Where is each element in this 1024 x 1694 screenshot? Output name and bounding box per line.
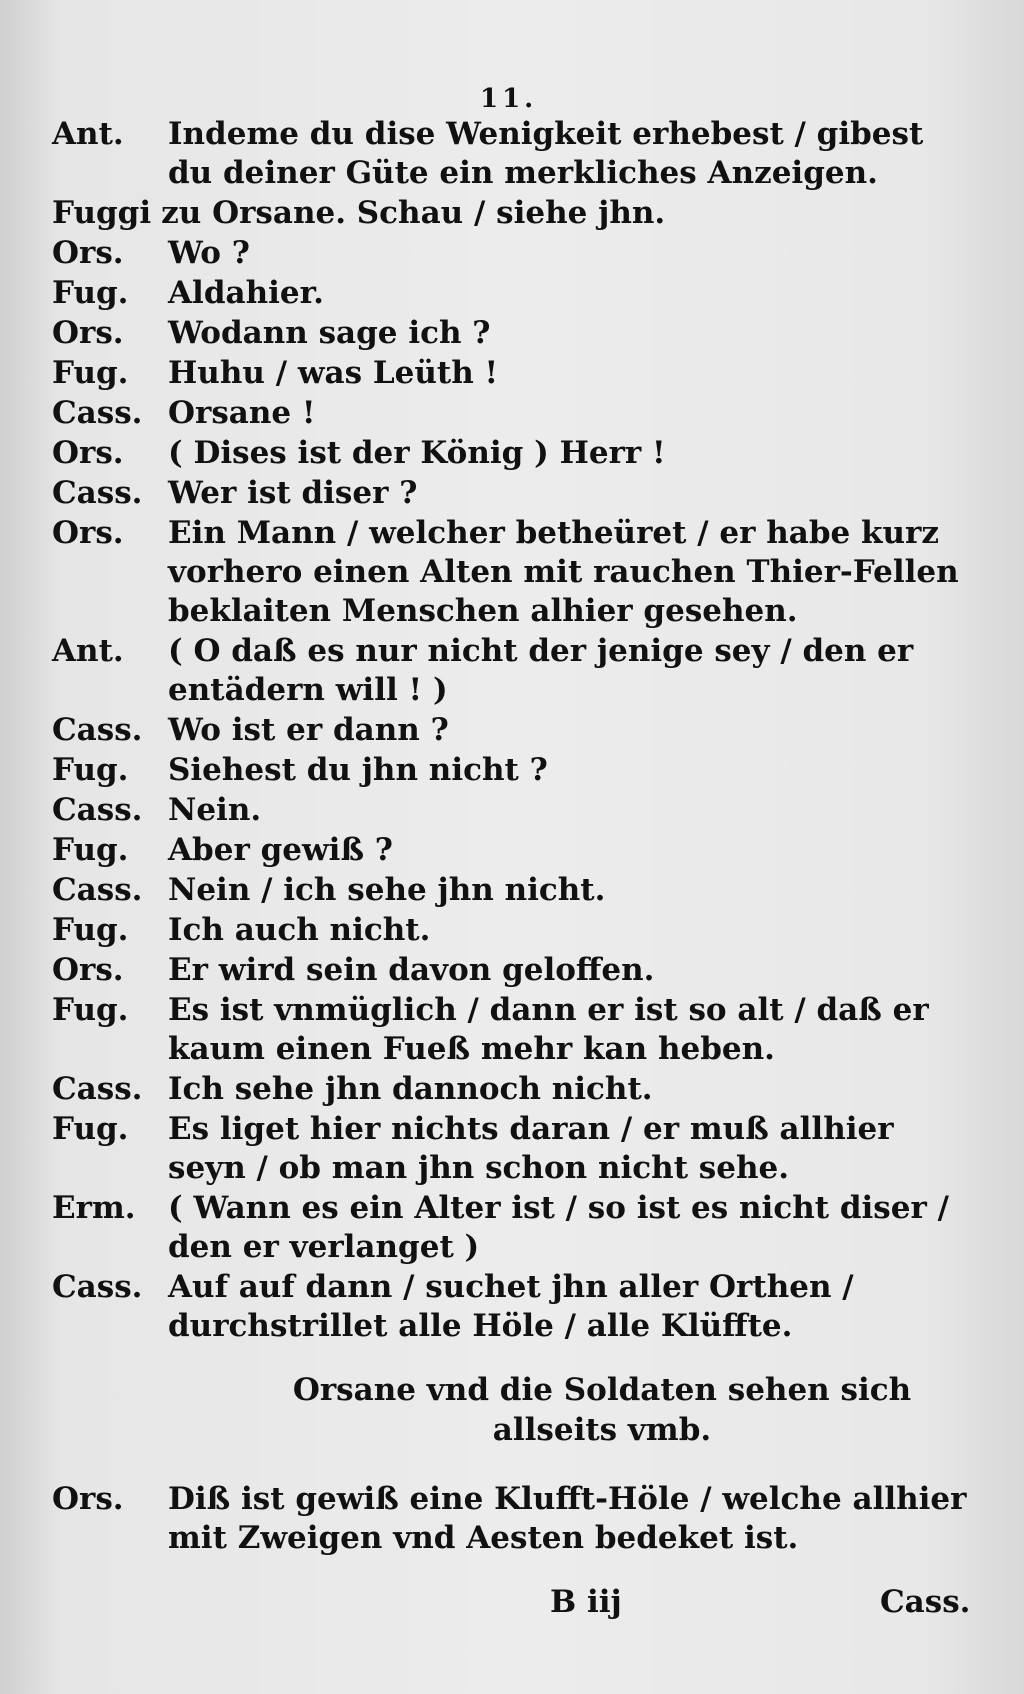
dialogue-entry: [52, 434, 972, 473]
dialogue-entry: [52, 474, 972, 513]
page-number: 11.: [480, 84, 538, 114]
speech-text: Aldahier.: [168, 275, 324, 311]
speaker-name: Ors.: [52, 515, 124, 551]
speech-text: Ich auch nicht.: [168, 912, 431, 948]
speaker-name: Cass.: [52, 1269, 143, 1305]
speech-text: Indeme du dise Wenigkeit erhebest / gibest du deiner Güte ein merkliches Anzeigen.: [168, 116, 924, 191]
speaker-name: Ant.: [52, 116, 124, 152]
speech-text: Huhu / was Leüth !: [168, 355, 499, 391]
speaker-name: Fug.: [52, 992, 129, 1028]
speech-text: Wo ?: [168, 235, 250, 271]
stage-direction: Orsane vnd die Soldaten sehen sich allseits vmb.: [292, 1372, 912, 1448]
speech-text: ( Dises ist der König ) Herr !: [168, 435, 666, 471]
speech-text: Diß ist gewiß eine Klufft-Höle / welche allhier mit Zweigen vnd Aesten bedeket ist.: [168, 1481, 967, 1556]
dialogue-entry: [52, 632, 972, 710]
speaker-name: Ors.: [52, 435, 124, 471]
speech-text: Ein Mann / welcher betheüret / er habe kurz vorhero einen Alten mit rauchen Thier-Fellen beklaiten Menschen alhier gesehen.: [168, 515, 959, 629]
speech-text: ( O daß es nur nicht der jenige sey / den er entädern will ! ): [168, 633, 914, 708]
speech-text: Er wird sein davon geloffen.: [168, 952, 655, 988]
speaker-name: Fuggi: [52, 195, 152, 231]
play-text: [52, 115, 972, 1559]
speaker-name: Ors.: [52, 952, 124, 988]
speaker-name: Ors.: [52, 315, 124, 351]
dialogue-entry: [52, 394, 972, 433]
speaker-name: Fug.: [52, 832, 129, 868]
dialogue-entry: [52, 831, 972, 870]
dialogue-entry: [52, 354, 972, 393]
dialogue-entry: [52, 911, 972, 950]
dialogue-entry: [52, 1480, 972, 1558]
speech-text: Nein.: [168, 792, 262, 828]
dialogue-entry: [52, 234, 972, 273]
dialogue-entry: [52, 274, 972, 313]
dialogue-entry: [52, 314, 972, 353]
speaker-name: Ant.: [52, 633, 124, 669]
speaker-name: Ors.: [52, 235, 124, 271]
speech-text: Aber gewiß ?: [168, 832, 393, 868]
speech-text: Wer ist diser ?: [168, 475, 418, 511]
speech-text: ( Wann es ein Alter ist / so ist es nicht diser / den er verlanget ): [168, 1190, 949, 1265]
speaker-name: Cass.: [52, 792, 143, 828]
speaker-name: Fug.: [52, 1111, 129, 1147]
dialogue-entry: [52, 115, 972, 193]
dialogue-entry: [52, 514, 972, 631]
speech-text: Orsane !: [168, 395, 316, 431]
speaker-name: Cass.: [52, 712, 143, 748]
dialogue-entry: [52, 871, 972, 910]
dialogue-entry: [52, 791, 972, 830]
speaker-name: Cass.: [52, 872, 143, 908]
dialogue-entry: [52, 991, 972, 1069]
speech-text: Wo ist er dann ?: [168, 712, 449, 748]
speaker-name: Cass.: [52, 395, 143, 431]
speech-text: Wodann sage ich ?: [168, 315, 491, 351]
speaker-name: Erm.: [52, 1190, 136, 1226]
signature-mark: B iij: [550, 1584, 622, 1620]
speech-text: Nein / ich sehe jhn nicht.: [168, 872, 606, 908]
dialogue-entry: [52, 1189, 972, 1267]
speaker-name: Fug.: [52, 752, 129, 788]
speech-text: Ich sehe jhn dannoch nicht.: [168, 1071, 653, 1107]
speech-text: Auf auf dann / suchet jhn aller Orthen / durchstrillet alle Höle / alle Klüffte.: [168, 1269, 854, 1344]
speech-text: Es ist vnmüglich / dann er ist so alt / daß er kaum einen Fueß mehr kan heben.: [168, 992, 929, 1067]
dialogue-entry: [52, 1268, 972, 1346]
speech-text: Siehest du jhn nicht ?: [168, 752, 548, 788]
dialogue-entry: [52, 194, 972, 233]
catchword: Cass.: [880, 1584, 971, 1620]
speaker-name: Fug.: [52, 275, 129, 311]
dialogue-entry: [52, 951, 972, 990]
speech-text: Es liget hier nichts daran / er muß allhier seyn / ob man jhn schon nicht sehe.: [168, 1111, 894, 1186]
speaker-name: Fug.: [52, 912, 129, 948]
dialogue-entry: [52, 1070, 972, 1109]
page-footer: [0, 1584, 1024, 1624]
speaker-name: Cass.: [52, 475, 143, 511]
dialogue-list: [52, 115, 972, 1346]
speaker-name: Cass.: [52, 1071, 143, 1107]
dialogue-entry: [52, 1110, 972, 1188]
dialogue-entry: [52, 711, 972, 750]
speaker-name: Ors.: [52, 1481, 124, 1517]
dialogue-entry: [52, 751, 972, 790]
speech-text: zu Orsane. Schau / siehe jhn.: [161, 195, 666, 231]
speaker-name: Fug.: [52, 355, 129, 391]
